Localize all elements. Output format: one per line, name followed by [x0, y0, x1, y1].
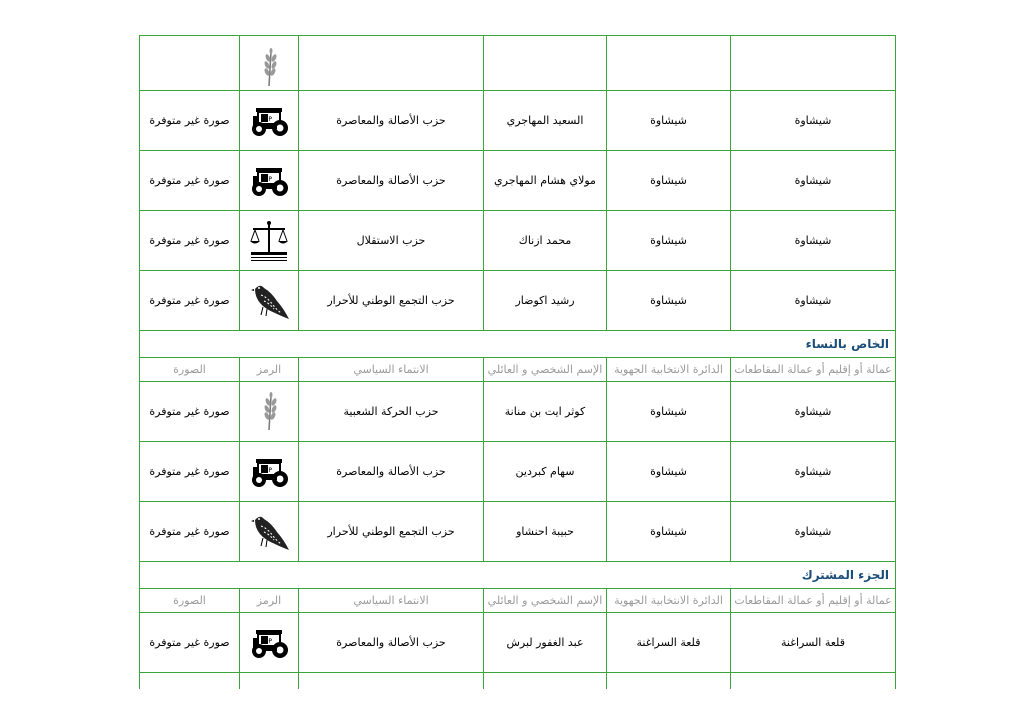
party-cell: حزب الأصالة والمعاصرة [299, 91, 484, 151]
prefecture-cell: شيشاوة [731, 151, 896, 211]
table-row [140, 673, 896, 690]
party-cell: حزب الأصالة والمعاصرة [299, 151, 484, 211]
candidate-name: عبد الغفور لبرش [484, 613, 607, 673]
section-title-common: الجزء المشترك [140, 562, 896, 589]
candidate-name: محمد ازناك [484, 211, 607, 271]
table-row [140, 151, 896, 211]
candidate-name: سهام كبردين [484, 442, 607, 502]
district-cell: قلعة السراغنة [607, 613, 731, 673]
candidate-name: رشيد اكوضار [484, 271, 607, 331]
column-header: الرمز [240, 358, 299, 382]
column-header: الرمز [240, 589, 299, 613]
prefecture-cell: شيشاوة [731, 442, 896, 502]
table-row [140, 36, 896, 91]
photo-cell: صورة غير متوفرة [140, 613, 240, 673]
party-cell: حزب الحركة الشعبية [299, 382, 484, 442]
tractor-icon [247, 450, 291, 494]
party-cell: حزب التجمع الوطني للأحرار [299, 502, 484, 562]
table-row [140, 91, 896, 151]
prefecture-cell: شيشاوة [731, 211, 896, 271]
table-row [140, 442, 896, 502]
column-header: الدائرة الانتخابية الجهوية [607, 358, 731, 382]
section-row [140, 562, 896, 589]
candidate-name: حبيبة احنشاو [484, 502, 607, 562]
party-cell: حزب الأصالة والمعاصرة [299, 613, 484, 673]
column-header: عمالة أو إقليم أو عمالة المقاطعات [731, 589, 896, 613]
tractor-icon [247, 621, 291, 665]
district-cell: شيشاوة [607, 442, 731, 502]
column-header: الانتماء السياسي [299, 358, 484, 382]
photo-cell: صورة غير متوفرة [140, 382, 240, 442]
photo-cell: صورة غير متوفرة [140, 442, 240, 502]
column-header: الصورة [140, 358, 240, 382]
wheat-icon [247, 46, 291, 90]
district-cell: شيشاوة [607, 91, 731, 151]
column-header: الدائرة الانتخابية الجهوية [607, 589, 731, 613]
party-cell: حزب الأصالة والمعاصرة [299, 442, 484, 502]
column-header: الانتماء السياسي [299, 589, 484, 613]
photo-cell: صورة غير متوفرة [140, 91, 240, 151]
column-header: عمالة أو إقليم أو عمالة المقاطعات [731, 358, 896, 382]
prefecture-cell: شيشاوة [731, 91, 896, 151]
table-row [140, 613, 896, 673]
candidates-table [139, 35, 896, 689]
column-header: الإسم الشخصي و العائلي [484, 358, 607, 382]
prefecture-cell: شيشاوة [731, 382, 896, 442]
prefecture-cell: شيشاوة [731, 502, 896, 562]
tractor-icon [247, 99, 291, 143]
section-title-women: الخاص بالنساء [140, 331, 896, 358]
prefecture-cell: شيشاوة [731, 271, 896, 331]
party-cell: حزب التجمع الوطني للأحرار [299, 271, 484, 331]
district-cell: شيشاوة [607, 211, 731, 271]
photo-cell: صورة غير متوفرة [140, 211, 240, 271]
district-cell: شيشاوة [607, 502, 731, 562]
scales-icon [247, 219, 291, 263]
candidates-page [139, 35, 895, 690]
photo-cell: صورة غير متوفرة [140, 271, 240, 331]
candidate-name: مولاي هشام المهاجري [484, 151, 607, 211]
tractor-icon [247, 159, 291, 203]
column-header: الصورة [140, 589, 240, 613]
wheat-icon [247, 390, 291, 434]
table-row [140, 502, 896, 562]
candidate-name: السعيد المهاجري [484, 91, 607, 151]
header-row [140, 589, 896, 613]
photo-cell: صورة غير متوفرة [140, 502, 240, 562]
header-row [140, 358, 896, 382]
table-row [140, 382, 896, 442]
dove-icon [247, 510, 291, 554]
candidate-name: كوثر ايت بن منانة [484, 382, 607, 442]
section-row [140, 331, 896, 358]
column-header: الإسم الشخصي و العائلي [484, 589, 607, 613]
dove-icon [247, 279, 291, 323]
district-cell: شيشاوة [607, 382, 731, 442]
photo-cell: صورة غير متوفرة [140, 151, 240, 211]
party-cell: حزب الاستقلال [299, 211, 484, 271]
table-row [140, 211, 896, 271]
district-cell: شيشاوة [607, 271, 731, 331]
table-row [140, 271, 896, 331]
prefecture-cell: قلعة السراغنة [731, 613, 896, 673]
district-cell: شيشاوة [607, 151, 731, 211]
